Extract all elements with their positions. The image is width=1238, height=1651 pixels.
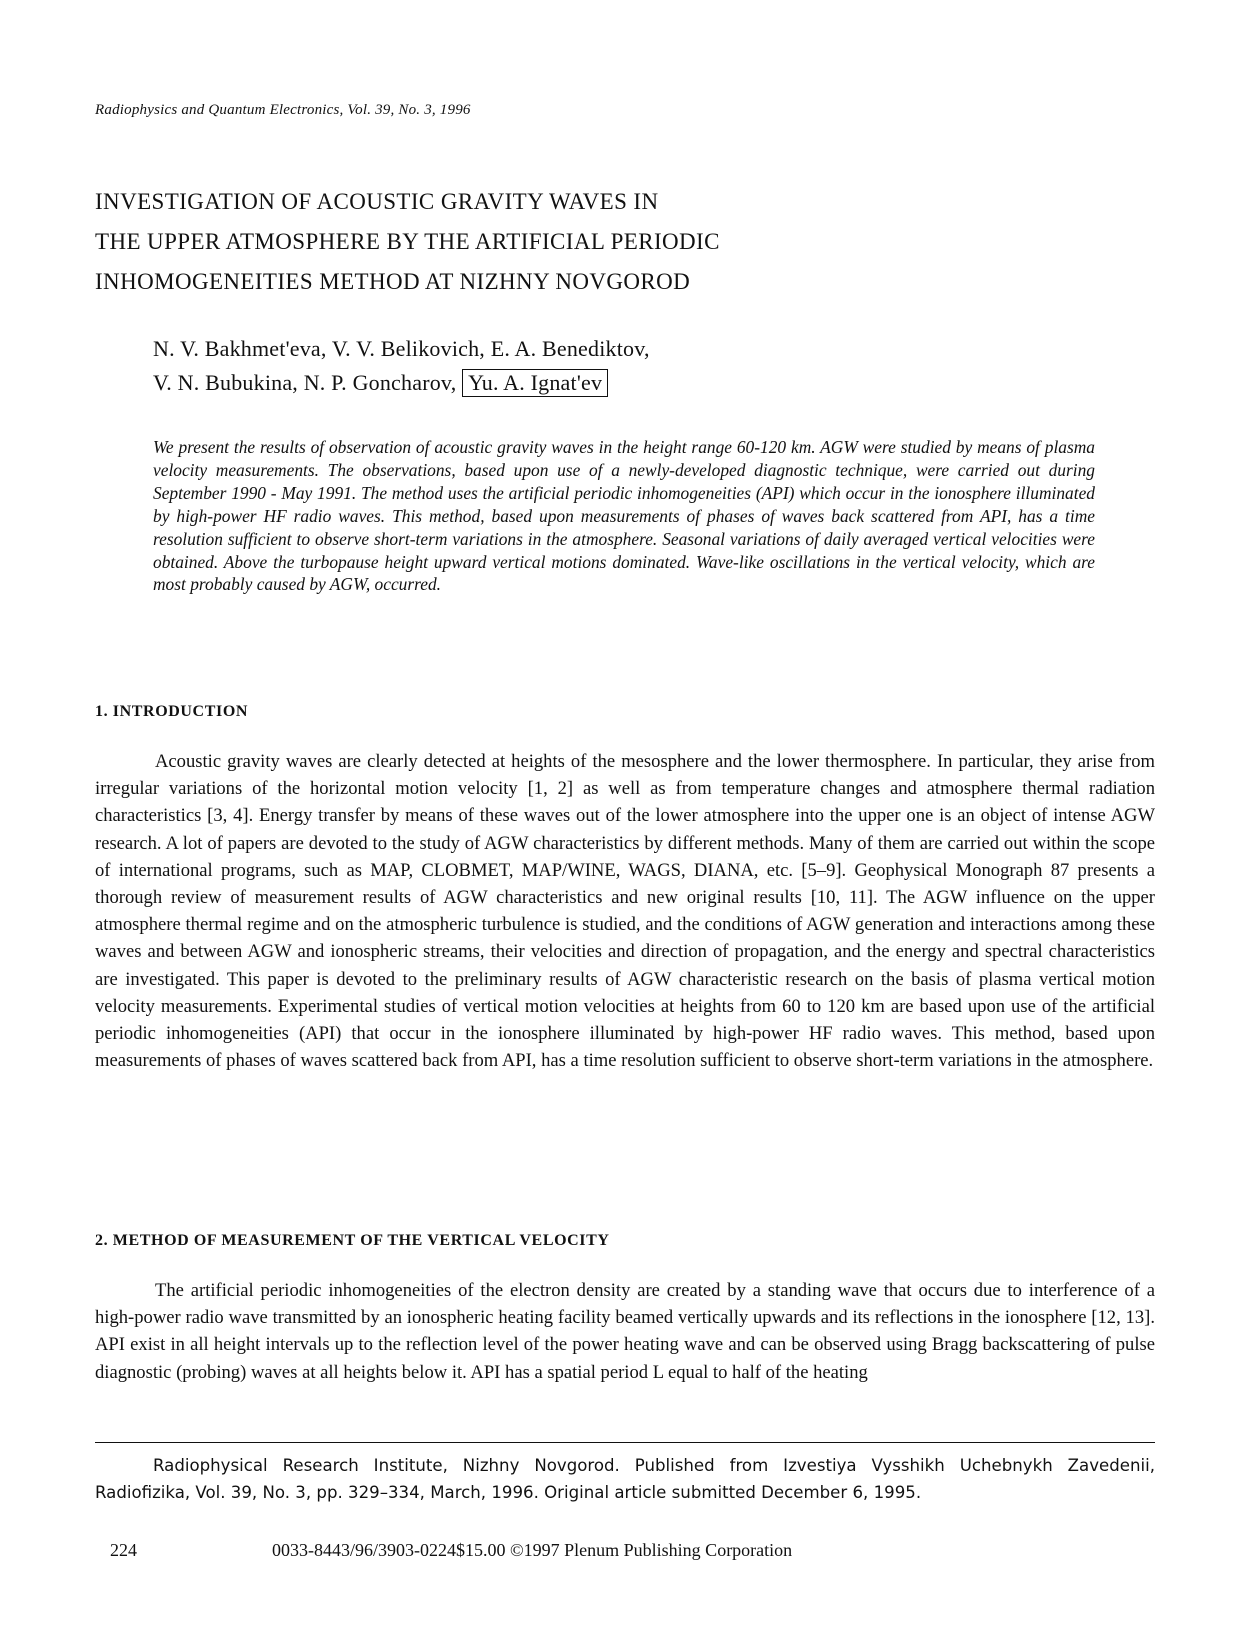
- title-line-3: INHOMOGENEITIES METHOD AT NIZHNY NOVGOROD: [95, 269, 691, 294]
- affiliation-footnote: Radiophysical Research Institute, Nizhny Novgorod. Published from Izvestiya Vysshikh Uchebnykh Zavedenii, Radiofizika, Vol. 39, No. 3, pp. 329–334, March, 1996. Original article submitted December 6, 1995.: [95, 1456, 1155, 1502]
- author-list: [153, 332, 650, 400]
- paper-title: [95, 182, 1155, 302]
- footnote-divider: [95, 1442, 1155, 1443]
- author-line-1: N. V. Bakhmet'eva, V. V. Belikovich, E. A. Benediktov,: [153, 336, 650, 361]
- introduction-paragraph: Acoustic gravity waves are clearly detected at heights of the mesosphere and the lower thermosphere. In particular, they arise from irregular variations of the horizontal motion velocity [1, 2] as well as from temperature changes and atmosphere thermal radiation characteristics [3, 4]. Energy transfer by means of these waves out of the lower atmosphere into the upper one is an object of intense AGW research. A lot of papers are devoted to the study of AGW characteristics by different methods. Many of them are carried out within the scope of international programs, such as MAP, CLOBMET, MAP/WINE, WAGS, DIANA, etc. [5–9]. Geophysical Monograph 87 presents a thorough review of measurement results of AGW characteristics and new original results [10, 11]. The AGW influence on the upper atmosphere thermal regime and on the atmospheric turbulence is studied, and the conditions of AGW generation and interactions among these waves and between AGW and ionospheric streams, their velocities and direction of propagation, and the energy and spectral characteristics are investigated. This paper is devoted to the preliminary results of AGW characteristic research on the basis of plasma vertical motion velocity measurements. Experimental studies of vertical motion velocities at heights from 60 to 120 km are based upon use of the artificial periodic inhomogeneities (API) that occur in the ionosphere illuminated by high-power HF radio waves. This method, based upon measurements of phases of waves scattered back from API, has a time resolution sufficient to observe short-term variations in the atmosphere.: [95, 751, 1155, 1072]
- journal-citation: Radiophysics and Quantum Electronics, Vol. 39, No. 3, 1996: [95, 102, 471, 118]
- abstract: We present the results of observation of acoustic gravity waves in the height range 60-120 km. AGW were studied by means of plasma velocity measurements. The observations, based upon use of a newly-developed diagnostic technique, were carried out during September 1990 - May 1991. The method uses the artificial periodic inhomogeneities (API) which occur in the ionosphere illuminated by high-power HF radio waves. This method, based upon measurements of phases of waves back scattered from API, has a time resolution sufficient to observe short-term variations in the atmosphere. Seasonal variations of daily averaged vertical velocities were obtained. Above the turbopause height upward vertical motions dominated. Wave-like oscillations in the vertical velocity, which are most probably caused by AGW, occurred.: [153, 437, 1095, 595]
- section-heading-method: 2. METHOD OF MEASUREMENT OF THE VERTICAL VELOCITY: [95, 1232, 610, 1249]
- section-heading-introduction: 1. INTRODUCTION: [95, 703, 249, 720]
- method-paragraph: The artificial periodic inhomogeneities of the electron density are created by a standing wave that occurs due to interference of a high-power radio wave transmitted by an ionospheric heating facility beamed vertically upwards and its reflections in the ionosphere [12, 13]. API exist in all height intervals up to the reflection level of the power heating wave and can be observed using Bragg backscattering of pulse diagnostic (probing) waves at all heights below it. API has a spatial period L equal to half of the heating: [95, 1280, 1155, 1383]
- title-line-2: THE UPPER ATMOSPHERE BY THE ARTIFICIAL PERIODIC: [95, 229, 720, 254]
- author-line-2-prefix: V. N. Bubukina, N. P. Goncharov,: [153, 370, 457, 395]
- page-number: 224: [110, 1540, 137, 1560]
- title-line-1: INVESTIGATION OF ACOUSTIC GRAVITY WAVES IN: [95, 189, 659, 214]
- author-line-2: [153, 366, 650, 400]
- publication-code: 0033-8443/96/3903-0224$15.00 ©1997 Plenum Publishing Corporation: [272, 1540, 793, 1560]
- boxed-author: Yu. A. Ignat'ev: [462, 369, 608, 397]
